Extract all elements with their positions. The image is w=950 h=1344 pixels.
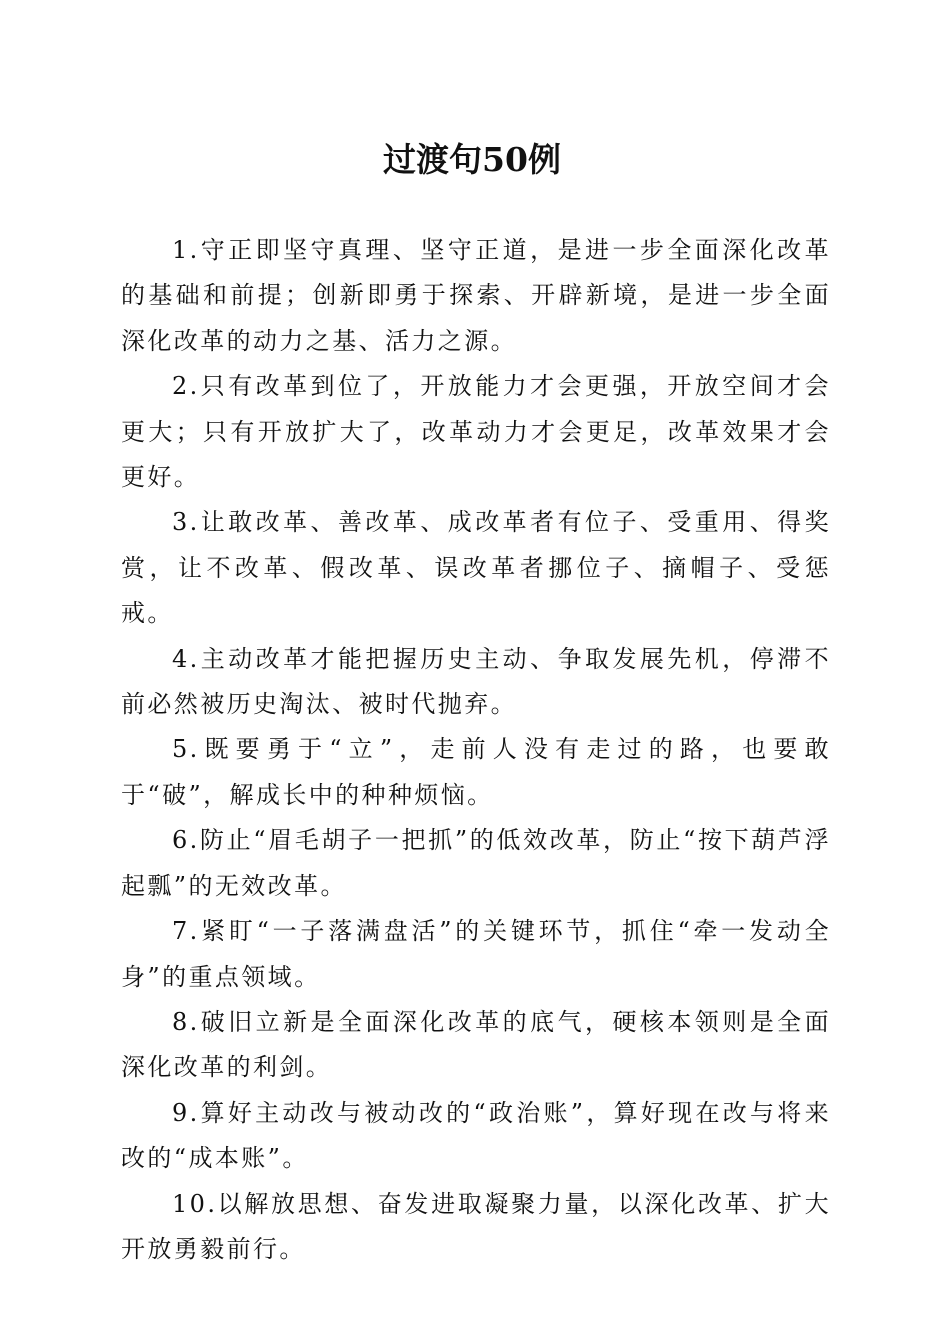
list-item: 3.让敢改革、善改革、成改革者有位子、受重用、得奖赏，让不改革、假改革、误改革者挪位子、摘帽子、受惩戒。 (121, 508, 831, 628)
list-item: 2.只有改革到位了，开放能力才会更强，开放空间才会更大；只有开放扩大了，改革动力才会更足，改革效果才会更好。 (121, 372, 831, 492)
list-item: 8.破旧立新是全面深化改革的底气，硬核本领则是全面深化改革的利剑。 (121, 1007, 831, 1082)
list-item: 1.守正即坚守真理、坚守正道，是进一步全面深化改革的基础和前提；创新即勇于探索、开辟新境，是进一步全面深化改革的动力之基、活力之源。 (121, 236, 831, 355)
document-title: 过渡句50例 (383, 140, 561, 179)
list-item: 10.以解放思想、奋发进取凝聚力量，以深化改革、扩大开放勇毅前行。 (121, 1189, 831, 1263)
list-item: 7.紧盯“一子落满盘活”的关键环节，抓住“牵一发动全身”的重点领域。 (121, 917, 831, 991)
list-item: 9.算好主动改与被动改的“政治账”，算好现在改与将来改的“成本账”。 (121, 1098, 831, 1173)
list-item: 5.既要勇于“立”，走前人没有走过的路，也要敢于“破”，解成长中的种种烦恼。 (121, 735, 831, 809)
list-item: 4.主动改革才能把握历史主动、争取发展先机，停滞不前必然被历史淘汰、被时代抛弃。 (121, 644, 831, 719)
list-item: 6.防止“眉毛胡子一把抓”的低效改革，防止“按下葫芦浮起瓢”的无效改革。 (121, 826, 831, 900)
document-body (121, 228, 831, 1272)
